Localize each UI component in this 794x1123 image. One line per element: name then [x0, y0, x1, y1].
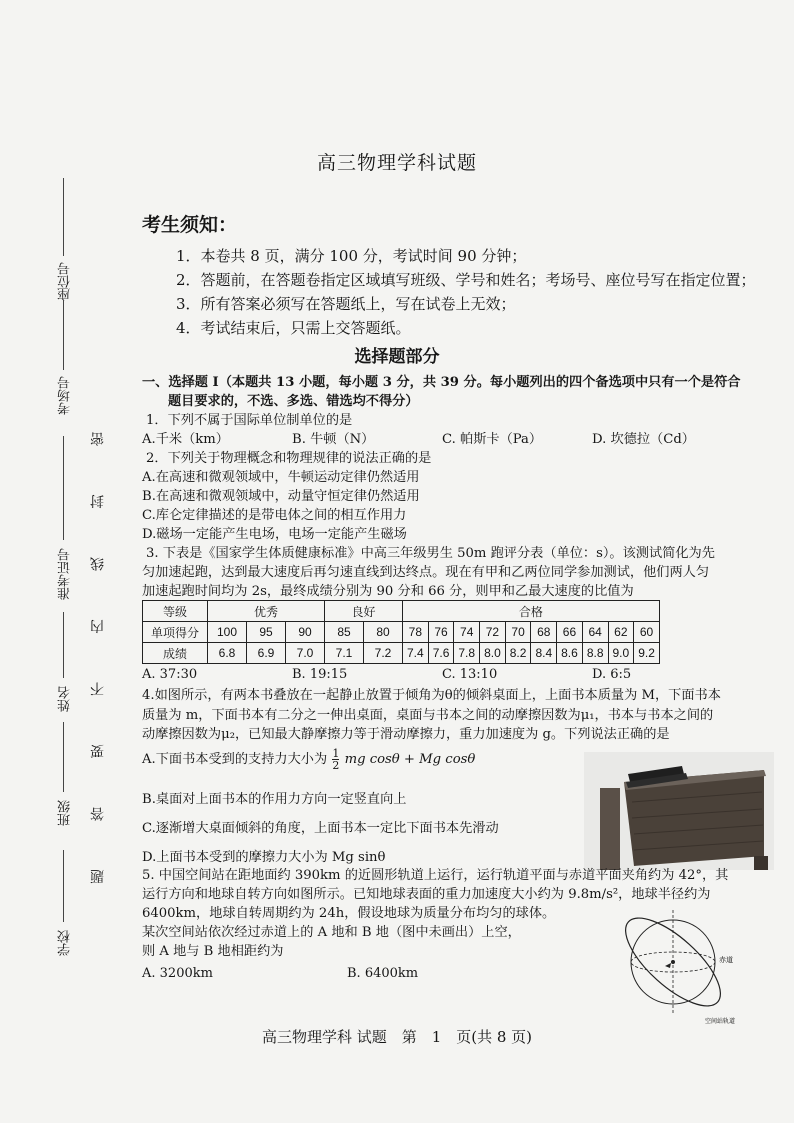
section-title: 选择题部分 — [354, 347, 440, 367]
q3-stem: 加速起跑时间均为 2s，最终成绩分别为 90 分和 66 分，则甲和乙最大速度的比值为 — [142, 584, 634, 599]
table-cell: 成绩 — [143, 643, 208, 664]
table-cell: 72 — [480, 622, 506, 643]
exam-title: 高三物理学科试题 — [316, 152, 477, 174]
q5-option-b: B. 6400km — [347, 966, 419, 981]
q3-option-a: A. 37:30 — [142, 667, 198, 682]
seal-line-warning: 题 答 要 不 内 线 封 密 — [90, 410, 106, 884]
books-on-desk-photo — [584, 752, 774, 870]
table-cell: 9.0 — [608, 643, 634, 664]
name-label: 姓名 — [58, 686, 73, 712]
table-cell: 7.4 — [403, 643, 429, 664]
table-cell: 6.8 — [208, 643, 247, 664]
table-cell: 80 — [364, 622, 403, 643]
table-cell: 良好 — [325, 601, 403, 622]
table-cell: 7.2 — [364, 643, 403, 664]
equator-label: 赤道 — [719, 956, 733, 964]
q2-option-a: A.在高速和微观领域中，牛顿运动定律仍然适用 — [142, 470, 420, 485]
notice-item: 1．本卷共 8 页，满分 100 分，考试时间 90 分钟； — [176, 247, 527, 265]
q3-options — [142, 667, 742, 682]
q5-stem-line: 6400km，地球自转周期约为 24h，假设地球为质量分布均匀的球体。 — [142, 906, 556, 921]
q1-stem: 1．下列不属于国际单位制单位的是 — [146, 413, 353, 428]
class-line — [63, 722, 64, 792]
table-cell: 7.0 — [286, 643, 325, 664]
table-cell: 合格 — [403, 601, 660, 622]
q4-option-d: D.上面书本受到的摩擦力大小为 Mg sinθ — [142, 850, 386, 865]
q5-stem-line: 则 A 地与 B 地相距约为 — [142, 944, 284, 959]
table-cell: 85 — [325, 622, 364, 643]
q2-option-b: B.在高速和微观领域中，动量守恒定律仍然适用 — [142, 489, 420, 504]
table-cell: 74 — [454, 622, 480, 643]
notice-heading: 考生须知： — [142, 214, 238, 236]
table-cell: 优秀 — [208, 601, 325, 622]
table-cell: 8.0 — [480, 643, 506, 664]
table-cell: 68 — [531, 622, 557, 643]
table-cell: 8.4 — [531, 643, 557, 664]
table-row — [143, 622, 660, 643]
table-cell: 64 — [582, 622, 608, 643]
orbit-label: 空间站轨道 — [705, 1018, 736, 1025]
notice-item: 4．考试结束后，只需上交答题纸。 — [176, 319, 411, 337]
ticket-number-label: 准考证号 — [58, 548, 73, 600]
q5-options — [142, 966, 552, 981]
notice-item: 2．答题前，在答题卷指定区域填写班级、学号和姓名；考场号、座位号写在指定位置； — [176, 271, 756, 289]
table-cell: 8.2 — [505, 643, 531, 664]
fraction-numerator: 1 — [332, 747, 340, 760]
table-cell: 8.6 — [557, 643, 583, 664]
table-cell: 单项得分 — [143, 622, 208, 643]
seat-number-label: 座位号 — [58, 262, 73, 301]
q5-option-a: A. 3200km — [142, 966, 213, 981]
q2-option-c: C.库仑定律描述的是带电体之间的相互作用力 — [142, 508, 407, 523]
table-cell: 8.8 — [582, 643, 608, 664]
fraction-denominator: 2 — [332, 759, 340, 772]
fraction — [332, 748, 339, 771]
notice-item: 3．所有答案必须写在答题纸上，写在试卷上无效； — [176, 295, 516, 313]
part-heading-cont: 题目要求的，不选、多选、错选均不得分） — [168, 394, 419, 409]
table-cell: 66 — [557, 622, 583, 643]
q3-option-d: D. 6:5 — [592, 667, 632, 682]
table-cell: 100 — [208, 622, 247, 643]
page-footer: 高三物理学科 试题 第 1 页(共 8 页) — [261, 1028, 533, 1046]
q3-stem: 3. 下表是《国家学生体质健康标准》中高三年级男生 50m 跑评分表（单位：s）。该测试简化为先 — [146, 546, 715, 561]
table-cell: 9.2 — [634, 643, 660, 664]
name-line — [63, 612, 64, 678]
room-number-label: 考场号 — [58, 376, 73, 415]
table-cell: 62 — [608, 622, 634, 643]
q2-option-d: D.磁场一定能产生电场，电场一定能产生磁场 — [142, 527, 407, 542]
q1-option-a: A.千米（km） — [142, 432, 229, 447]
questions-1-3 — [142, 373, 742, 601]
table-cell: 95 — [247, 622, 286, 643]
score-table — [142, 600, 660, 664]
q5-stem-line: 5. 中国空间站在距地面约 390km 的近圆形轨道上运行，运行轨道平面与赤道平面夹角约为 42°，其 — [142, 868, 729, 883]
q4-option-a — [142, 748, 475, 771]
q4-stem-line: 动摩擦因数为μ₂，已知最大静摩擦力等于滑动摩擦力，重力加速度为 g。下列说法正确的是 — [142, 727, 670, 742]
table-cell: 78 — [403, 622, 429, 643]
q4-stem-line: 4.如图所示，有两本书叠放在一起静止放置于倾角为θ的倾斜桌面上，上面书本质量为 M，下面书本 — [142, 688, 721, 703]
class-label: 班级 — [58, 800, 73, 826]
q1-options — [142, 430, 742, 449]
part-heading: 一、选择题 I（本题共 13 小题，每小题 3 分，共 39 分。每小题列出的四个备选项中只有一个是符合 — [142, 375, 741, 390]
q5-stem-line: 运行方向和地球自转方向如图所示。已知地球表面的重力加速度大小约为 9.8m/s²，地球半径约为 — [142, 887, 711, 902]
table-cell: 6.9 — [247, 643, 286, 664]
school-line — [63, 850, 64, 922]
q3-option-b: B. 19:15 — [292, 667, 348, 682]
q3-stem: 匀加速起跑，达到最大速度后再匀速直线到达终点。现在有甲和乙两位同学参加测试，他们两人匀 — [142, 565, 710, 580]
ticket-number-line — [63, 436, 64, 540]
orbit-diagram — [615, 900, 760, 1025]
q1-option-d: D. 坎德拉（Cd） — [592, 432, 695, 447]
seat-number-line — [63, 178, 64, 256]
table-cell: 60 — [634, 622, 660, 643]
table-cell: 70 — [505, 622, 531, 643]
table-row — [143, 643, 660, 664]
q4-option-b: B.桌面对上面书本的作用力方向一定竖直向上 — [142, 792, 407, 807]
table-row — [143, 601, 660, 622]
notice-list — [176, 244, 756, 340]
q4-option-a-formula: mg cosθ + Mg cosθ — [344, 752, 476, 767]
q1-option-c: C. 帕斯卡（Pa） — [442, 432, 543, 447]
q2-stem: 2．下列关于物理概念和物理规律的说法正确的是 — [146, 451, 432, 466]
q3-option-c: C. 13:10 — [442, 667, 498, 682]
table-cell: 7.6 — [428, 643, 454, 664]
q1-option-b: B. 牛顿（N） — [292, 432, 375, 447]
table-cell: 76 — [428, 622, 454, 643]
q4-stem — [142, 686, 752, 745]
q4-option-a-text: A.下面书本受到的支持力大小为 — [142, 752, 328, 767]
school-label: 学校 — [58, 930, 73, 956]
table-cell: 7.8 — [454, 643, 480, 664]
table-cell: 90 — [286, 622, 325, 643]
table-cell: 7.1 — [325, 643, 364, 664]
q5-stem-line: 某次空间站依次经过赤道上的 A 地和 B 地（图中未画出）上空， — [142, 925, 521, 940]
q4-stem-line: 质量为 m，下面书本有二分之一伸出桌面，桌面与书本之间的动摩擦因数为μ₁，书本与书本之间的 — [142, 707, 714, 723]
table-cell: 等级 — [143, 601, 208, 622]
q4-option-c: C.逐渐增大桌面倾斜的角度，上面书本一定比下面书本先滑动 — [142, 821, 499, 836]
